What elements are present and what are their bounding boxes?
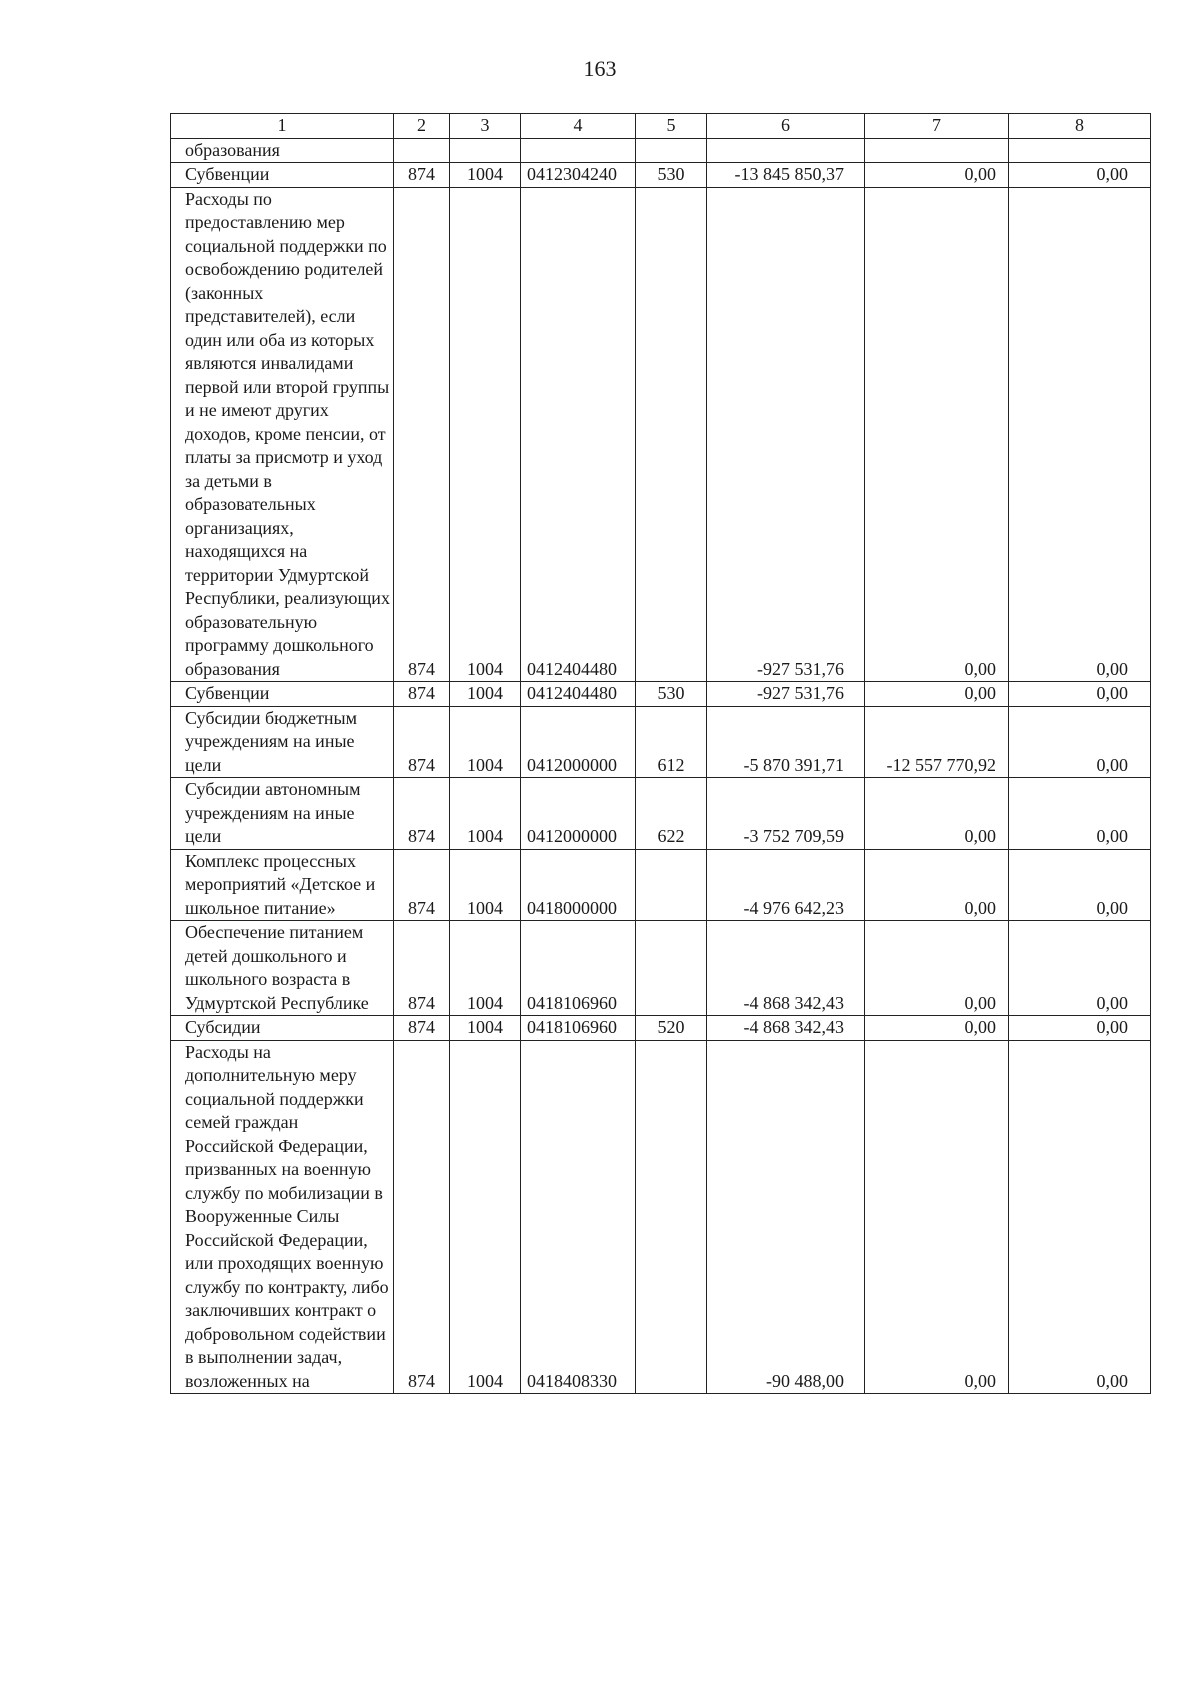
- cell-col4: 0412000000: [521, 778, 636, 850]
- cell-col2: 874: [394, 187, 450, 682]
- cell-col7: 0,00: [865, 849, 1009, 921]
- column-header: 4: [521, 114, 636, 139]
- cell-col7: 0,00: [865, 187, 1009, 682]
- cell-col5: 612: [636, 706, 707, 778]
- row-name: Расходы по предоставлению мер социальной поддержки по освобождению родителей (законных представителей), если один или оба из которых являются инвалидами первой или второй группы и не имеют других доходов, кроме пенсии, от платы за присмотр и уход за детьми в образовательных организациях, находящихся на территории Удмуртской Республики, реализующих образовательную программу дошкольного образования: [171, 187, 394, 682]
- cell-col2: 874: [394, 778, 450, 850]
- row-name: Субсидии: [171, 1016, 394, 1041]
- column-header: 1: [171, 114, 394, 139]
- cell-col3: 1004: [450, 921, 521, 1016]
- cell-col5: [636, 138, 707, 163]
- cell-col6: -13 845 850,37: [707, 163, 865, 188]
- cell-col3: 1004: [450, 187, 521, 682]
- cell-col2: [394, 138, 450, 163]
- cell-col4: 0412304240: [521, 163, 636, 188]
- column-header: 8: [1009, 114, 1151, 139]
- table-header-row: [171, 114, 1151, 139]
- table-row: [171, 682, 1151, 707]
- cell-col6: -4 976 642,23: [707, 849, 865, 921]
- budget-table: [170, 113, 1151, 1394]
- cell-col5: [636, 187, 707, 682]
- table-row: [171, 163, 1151, 188]
- cell-col4: [521, 138, 636, 163]
- cell-col3: 1004: [450, 849, 521, 921]
- column-header: 2: [394, 114, 450, 139]
- cell-col8: 0,00: [1009, 163, 1151, 188]
- cell-col5: [636, 1040, 707, 1394]
- cell-col3: 1004: [450, 163, 521, 188]
- row-name: Субсидии бюджетным учреждениям на иные цели: [171, 706, 394, 778]
- cell-col4: 0412000000: [521, 706, 636, 778]
- row-name: Субвенции: [171, 682, 394, 707]
- column-header: 5: [636, 114, 707, 139]
- cell-col7: [865, 138, 1009, 163]
- cell-col2: 874: [394, 682, 450, 707]
- table-row: [171, 187, 1151, 682]
- cell-col8: 0,00: [1009, 1040, 1151, 1394]
- table-row: [171, 1040, 1151, 1394]
- cell-col6: -4 868 342,43: [707, 921, 865, 1016]
- cell-col5: 520: [636, 1016, 707, 1041]
- cell-col8: 0,00: [1009, 1016, 1151, 1041]
- cell-col5: [636, 921, 707, 1016]
- column-header: 3: [450, 114, 521, 139]
- cell-col2: 874: [394, 1040, 450, 1394]
- cell-col6: -927 531,76: [707, 187, 865, 682]
- cell-col5: [636, 849, 707, 921]
- table-row: [171, 778, 1151, 850]
- cell-col2: 874: [394, 921, 450, 1016]
- cell-col2: 874: [394, 163, 450, 188]
- cell-col8: 0,00: [1009, 778, 1151, 850]
- cell-col8: [1009, 138, 1151, 163]
- cell-col8: 0,00: [1009, 921, 1151, 1016]
- cell-col3: 1004: [450, 706, 521, 778]
- cell-col8: 0,00: [1009, 682, 1151, 707]
- cell-col6: -5 870 391,71: [707, 706, 865, 778]
- cell-col8: 0,00: [1009, 849, 1151, 921]
- row-name: образования: [171, 138, 394, 163]
- row-name: Обеспечение питанием детей дошкольного и школьного возраста в Удмуртской Республике: [171, 921, 394, 1016]
- cell-col5: 530: [636, 163, 707, 188]
- cell-col8: 0,00: [1009, 706, 1151, 778]
- cell-col7: -12 557 770,92: [865, 706, 1009, 778]
- cell-col3: 1004: [450, 682, 521, 707]
- table-row: [171, 138, 1151, 163]
- table-row: [171, 849, 1151, 921]
- cell-col6: -3 752 709,59: [707, 778, 865, 850]
- cell-col2: 874: [394, 706, 450, 778]
- row-name: Расходы на дополнительную меру социальной поддержки семей граждан Российской Федерации, призванных на военную службу по мобилизации в Вооруженные Силы Российской Федерации, или проходящих военную службу по контракту, либо заключивших контракт о добровольном содействии в выполнении задач, возложенных на: [171, 1040, 394, 1394]
- cell-col7: 0,00: [865, 163, 1009, 188]
- cell-col6: -4 868 342,43: [707, 1016, 865, 1041]
- row-name: Комплекс процессных мероприятий «Детское и школьное питание»: [171, 849, 394, 921]
- page-number: 163: [583, 56, 617, 81]
- cell-col3: [450, 138, 521, 163]
- table-row: [171, 921, 1151, 1016]
- cell-col2: 874: [394, 849, 450, 921]
- column-header: 6: [707, 114, 865, 139]
- cell-col6: -927 531,76: [707, 682, 865, 707]
- cell-col4: 0418106960: [521, 921, 636, 1016]
- cell-col6: -90 488,00: [707, 1040, 865, 1394]
- cell-col7: 0,00: [865, 1040, 1009, 1394]
- row-name: Субсидии автономным учреждениям на иные цели: [171, 778, 394, 850]
- table-row: [171, 706, 1151, 778]
- cell-col6: [707, 138, 865, 163]
- cell-col7: 0,00: [865, 682, 1009, 707]
- cell-col4: 0412404480: [521, 682, 636, 707]
- cell-col4: 0412404480: [521, 187, 636, 682]
- cell-col4: 0418000000: [521, 849, 636, 921]
- cell-col3: 1004: [450, 1040, 521, 1394]
- cell-col4: 0418106960: [521, 1016, 636, 1041]
- cell-col8: 0,00: [1009, 187, 1151, 682]
- cell-col7: 0,00: [865, 1016, 1009, 1041]
- cell-col5: 622: [636, 778, 707, 850]
- cell-col2: 874: [394, 1016, 450, 1041]
- cell-col5: 530: [636, 682, 707, 707]
- cell-col7: 0,00: [865, 921, 1009, 1016]
- cell-col3: 1004: [450, 778, 521, 850]
- cell-col7: 0,00: [865, 778, 1009, 850]
- table-row: [171, 1016, 1151, 1041]
- cell-col4: 0418408330: [521, 1040, 636, 1394]
- column-header: 7: [865, 114, 1009, 139]
- cell-col3: 1004: [450, 1016, 521, 1041]
- row-name: Субвенции: [171, 163, 394, 188]
